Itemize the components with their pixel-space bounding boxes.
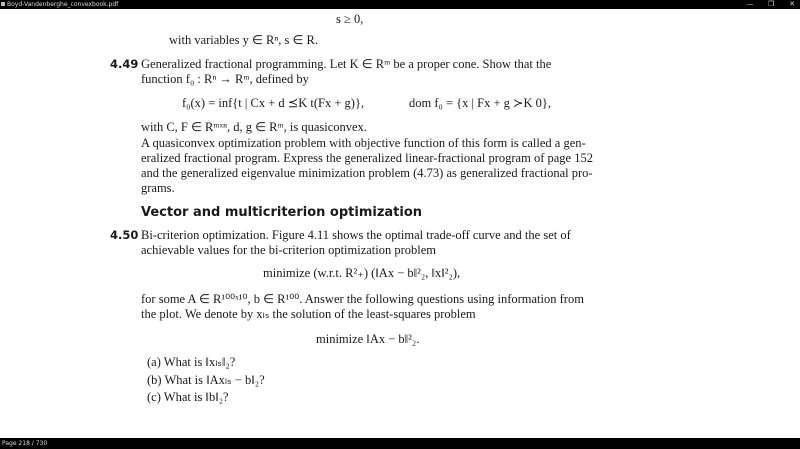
question-item: (b) What is ‖Axₗₛ − b‖₂? — [147, 373, 265, 387]
ex449-line1: Generalized fractional programming. Let K ∈ Rᵐ be a proper cone. Show that the — [141, 57, 552, 71]
section-heading: Vector and multicriterion optimization — [141, 205, 423, 220]
with-variables-line: with variables y ∈ Rⁿ, s ∈ R. — [169, 33, 318, 47]
restore-button[interactable]: ❐ — [767, 0, 775, 8]
exercise-number-4-49: 4.49 — [110, 57, 139, 71]
close-button[interactable]: ✕ — [789, 0, 795, 8]
question-item: (c) What is ‖b‖₂? — [147, 390, 229, 404]
page-indicator: Page 218 / 730 — [2, 440, 48, 447]
ex449-equation-left: f₀(x) = inf{t | Cx + d ⪯K t(Fx + g)}, — [182, 96, 365, 110]
window-titlebar — [0, 0, 800, 9]
ex450-line2: achievable values for the bi-criterion optimization problem — [141, 243, 437, 257]
exercise-number-4-50: 4.50 — [110, 228, 139, 242]
ex450-line3: for some A ∈ R¹⁰⁰ˣ¹⁰, b ∈ R¹⁰⁰. Answer the following questions using information from — [141, 292, 584, 306]
question-item: (a) What is ‖xₗₛ‖₂? — [147, 355, 236, 369]
top-equation: s ≥ 0, — [336, 12, 364, 26]
ex449-equation-right: dom f₀ = {x | Fx + g ≻K 0}, — [409, 96, 552, 110]
window-title: Boyd-Vandenberghe_convexbook.pdf — [7, 1, 119, 8]
minimize-button[interactable]: — — [746, 0, 754, 8]
ex450-line1: Bi-criterion optimization. Figure 4.11 shows the optimal trade-off curve and the set of — [141, 228, 571, 242]
ex450-equation2: minimize ‖Ax − b‖²₂. — [316, 332, 420, 346]
ex449-para-line4: grams. — [141, 181, 175, 195]
ex449-line3: with C, F ∈ Rᵐˣⁿ, d, g ∈ Rᵐ, is quasiconvex. — [141, 120, 367, 134]
ex450-equation1: minimize (w.r.t. R²₊) (‖Ax − b‖²₂, ‖x‖²₂), — [263, 266, 461, 280]
ex449-para-line2: eralized fractional program. Express the generalized linear-fractional program of page 152 — [141, 151, 593, 165]
status-bar — [0, 438, 800, 449]
ex449-para-line3: and the generalized eigenvalue minimization problem (4.73) as generalized fractional pro- — [141, 166, 593, 180]
pdf-page[interactable] — [0, 9, 800, 438]
pdf-app-icon — [1, 2, 5, 6]
ex449-para-line1: A quasiconvex optimization problem with objective function of this form is called a gen- — [141, 136, 586, 150]
ex450-line4: the plot. We denote by xₗₛ the solution of the least-squares problem — [141, 307, 476, 321]
ex449-line2: function f₀ : Rⁿ → Rᵐ, defined by — [141, 72, 309, 86]
